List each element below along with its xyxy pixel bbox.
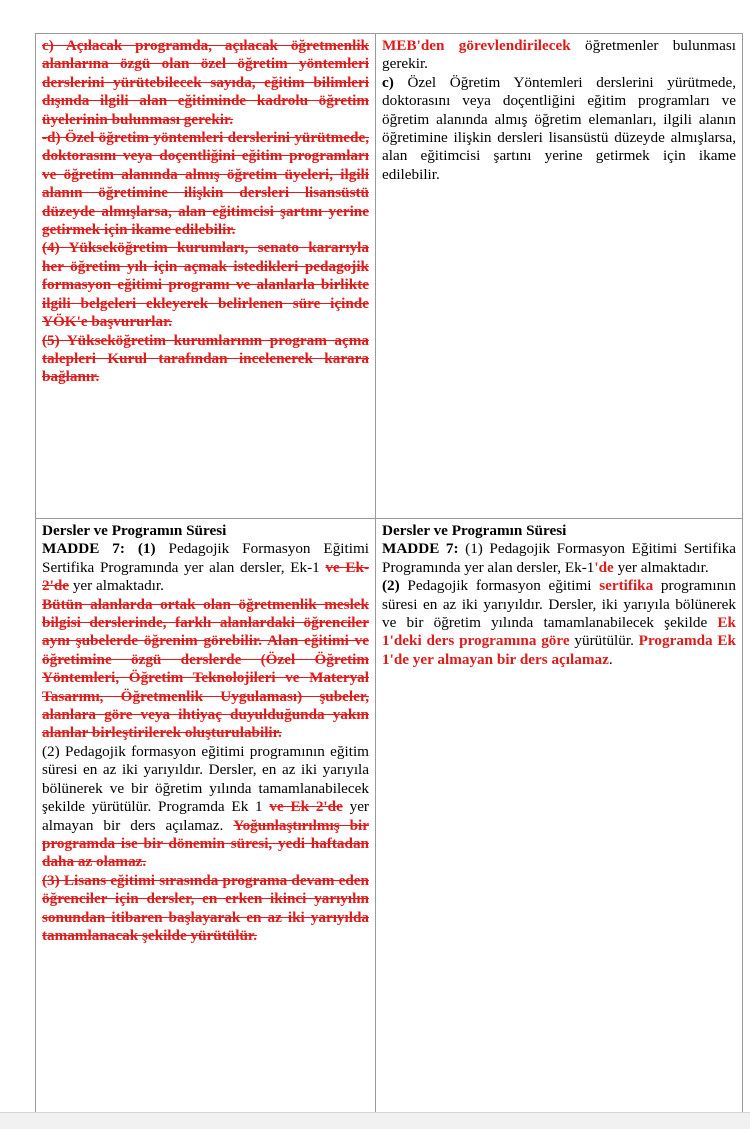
- deleted-text: Yoğunlaştırılmış bir programda ise bir dönemin süresi, yedi haftadan daha az olamaz.: [42, 816, 370, 871]
- meb-paragraph: [382, 37, 736, 74]
- paragraph-text: Pedagojik formasyon eğitimi: [399, 577, 600, 595]
- article-7-paragraph-2: [42, 743, 369, 872]
- clause-text: Özel Öğretim Yöntemleri derslerini yürütmede, doktorasını veya doçentliğini eğitim programları ve öğretim alanında almış öğretim elemanları, ilgili alanın öğretimine ilişkin dersleri lisansüstü düzeyde almışlarsa, alan eğitimcisi şartını yerine getirmek için ikame edilebilir.: [382, 73, 736, 183]
- deleted-paragraph-5: (5) Yükseköğretim kurumlarının program açma talepleri Kurul tarafından incelenerek karara bağlanır.: [42, 331, 369, 386]
- paragraph-text: programının süresi en az iki yarıyıldır. Dersler, iki yarıyıla bölünerek ve bir öğretim yılında tamamlanabilecek şekilde: [382, 577, 736, 632]
- paragraph-text: (2) Pedagojik formasyon eğitimi programının eğitim süresi en az iki yarıyıldır. Dersler, en az iki yarıyıla bölünerek ve bir öğretim yılında tamamlanabilecek şekilde yürütülür. Programda Ek 1: [42, 742, 369, 816]
- added-text: 'de: [594, 558, 614, 576]
- section-heading: Dersler ve Programın Süresi: [382, 522, 567, 539]
- added-text: Ek 1'deki ders programına göre: [382, 614, 736, 650]
- bottom-scroll-bar[interactable]: [0, 1112, 750, 1129]
- paragraph-text: (1) Pedagojik Formasyon Eğitimi Sertifika Programında yer alan dersler, Ek-1: [382, 540, 736, 576]
- article-7-paragraph-2: [382, 577, 736, 669]
- article-label: MADDE 7:: [382, 540, 459, 558]
- deleted-text: ve Ek-2'de: [42, 558, 370, 595]
- deleted-text: ve Ek 2'de: [269, 798, 343, 816]
- added-text: sertifika: [599, 577, 654, 595]
- article-7-paragraph-1: [382, 540, 736, 577]
- deleted-paragraph-3: (3) Lisans eğitimi sırasında programa devam eden öğrenciler için dersler, en erken ikinci yarıyılın sonundan itibaren başlayarak en az iki yarıyılda tamamlanacak şekilde yürütülür.: [42, 871, 369, 944]
- paragraph-text: yer almaktadır.: [613, 558, 709, 576]
- clause-label: c): [382, 73, 394, 91]
- paragraph-text: Pedagojik Formasyon Eğitimi Sertifika Programında yer alan dersler, Ek-1: [42, 540, 369, 576]
- paragraph-text: yürütülür.: [569, 632, 639, 650]
- table-row: [36, 34, 743, 519]
- clause-c: [382, 74, 736, 184]
- paragraph-text: öğretmenler bulunması gerekir.: [382, 37, 736, 73]
- added-text: Programda Ek 1'de yer almayan bir ders açılamaz: [382, 632, 736, 668]
- new-text-cell: [376, 519, 743, 1114]
- deleted-clause-d: -d) Özel öğretim yöntemleri derslerini yürütmede, doktorasını veya doçentliğini eğitim programları ve öğretim alanında almış öğretim üyeleri, ilgili alanın öğretimine ilişkin dersleri lisansüstü düzeyde almışlarsa, alan eğitimcisi şartını yerine getirmek için ikame edilebilir.: [42, 129, 369, 239]
- paragraph-text: yer almaktadır.: [69, 577, 164, 595]
- table-row: [36, 519, 743, 1114]
- paragraph-text: yer almayan bir ders açılamaz.: [42, 798, 369, 834]
- old-text-cell: [36, 519, 376, 1114]
- article-label: MADDE 7: (1): [42, 540, 156, 558]
- old-text-cell: [36, 34, 376, 519]
- paragraph-label: (2): [382, 577, 400, 595]
- comparison-table: [35, 33, 743, 1114]
- new-text-cell: [376, 34, 743, 519]
- added-text: MEB'den görevlendirilecek: [382, 37, 571, 54]
- deleted-clause-c: c) Açılacak programda, açılacak öğretmenlik alanlarına özgü olan özel öğretim yöntemleri derslerini yürütebilecek sayıda, eğitim bilimleri dışında ilgili alan eğitiminde kadrolu öğretim üyelerinin bulunması gerekir.: [42, 37, 369, 128]
- deleted-paragraph-4: (4) Yükseköğretim kurumları, senato kararıyla her öğretim yılı için açmak istedikleri pedagojik formasyon eğitimi programı ve alanlarla birlikte ilgili belgeleri ekleyerek belirlenen süre içinde YÖK'e başvururlar.: [42, 239, 369, 331]
- paragraph-text: .: [608, 650, 613, 668]
- section-heading: Dersler ve Programın Süresi: [42, 522, 227, 539]
- deleted-paragraph: Bütün alanlarda ortak olan öğretmenlik meslek bilgisi derslerinde, farklı alanlardaki öğrenciler aynı şubelerde öğrenim görebilir. Alan eğitimi ve öğretimine özgü derslerde (Özel Öğretim Yöntemleri, Öğretim Teknolojileri ve Materyal Tasarımı, Öğretmenlik Uygulaması) şubeler, alanlara göre veya ihtiyaç duyulduğunda yakın alanlar birleştirilerek oluşturulabilir.: [42, 595, 369, 742]
- article-7-paragraph-1: [42, 540, 369, 595]
